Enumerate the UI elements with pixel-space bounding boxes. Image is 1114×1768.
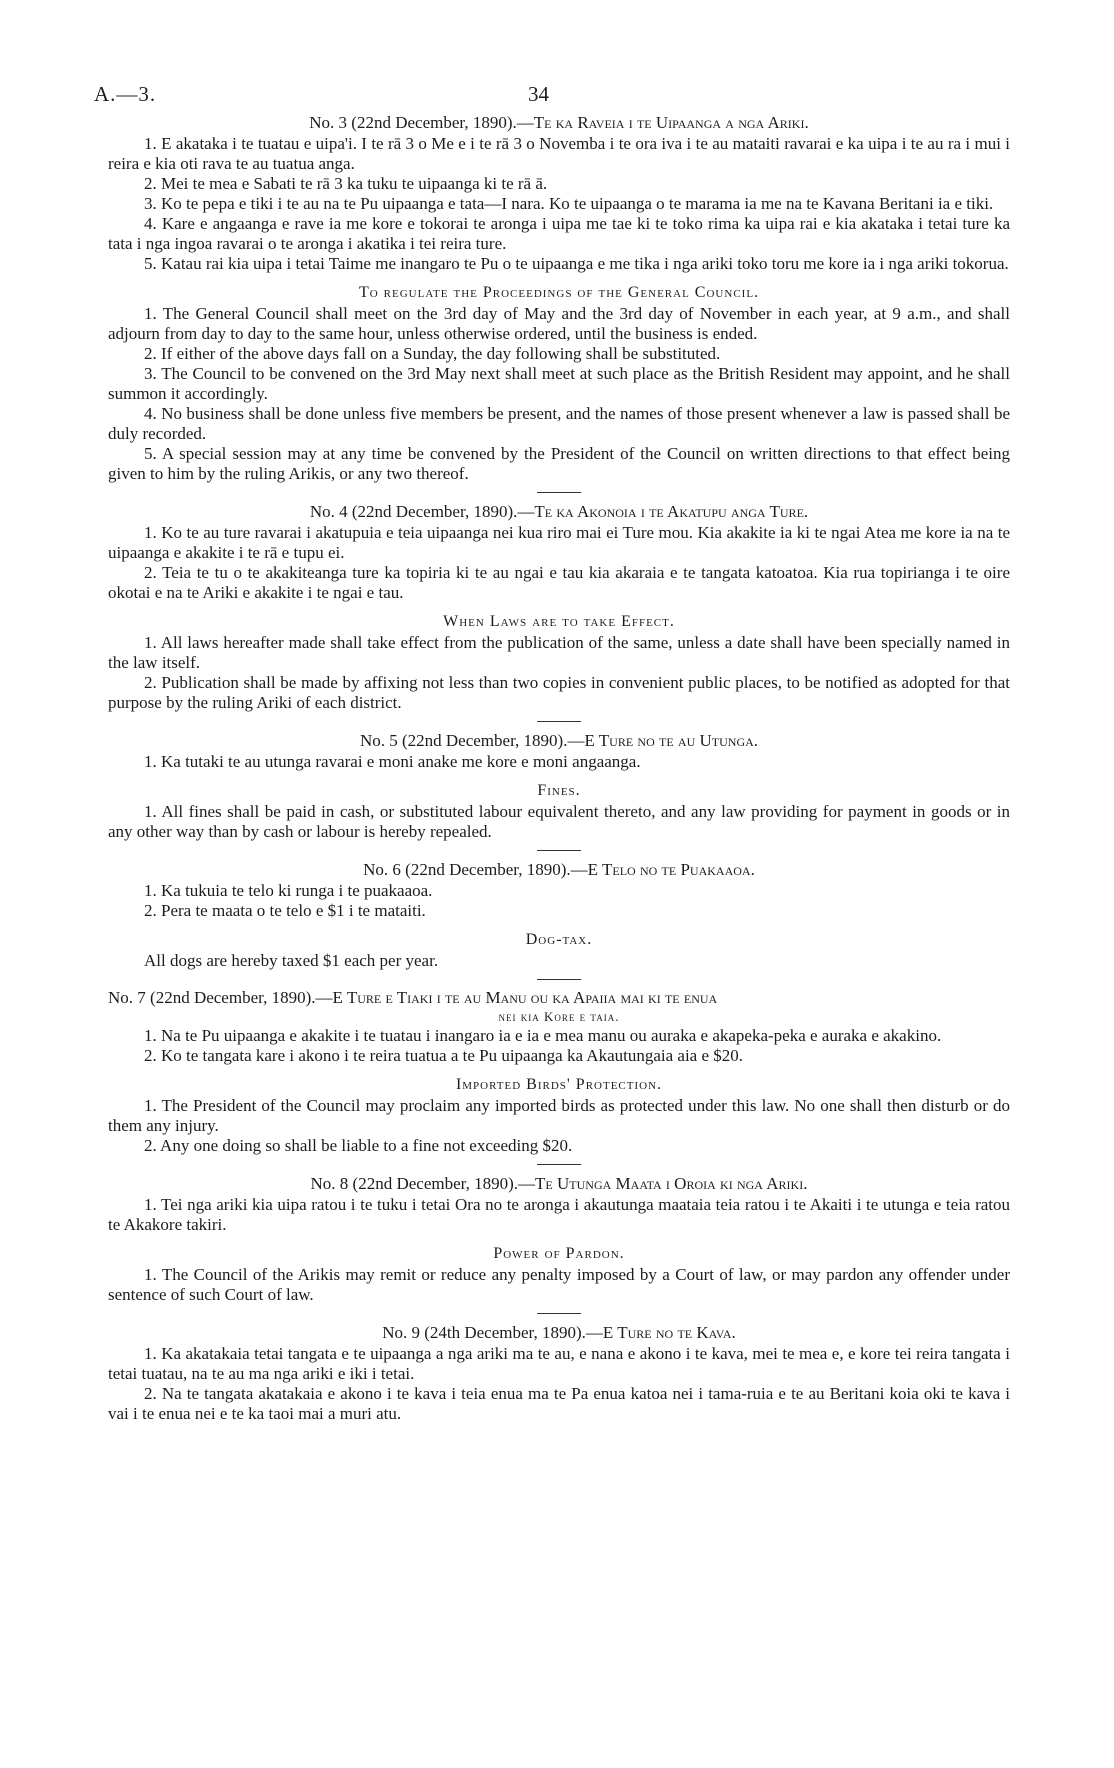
maori-paragraph: 1. Na te Pu uipaanga e akakite i te tuatau i inangaro ia e ia e mea manu ou auraka e akapeka-peka e auraka e akakino. <box>144 1026 942 1045</box>
document-page <box>94 72 1010 1424</box>
section-title-no9: No. 9 (24th December, 1890).—E Ture no te Kava. <box>382 1323 736 1342</box>
maori-paragraph: 1. Ka tutaki te au utunga ravarai e moni anake me kore e moni angaanga. <box>144 752 641 771</box>
section-title-no4: No. 4 (22nd December, 1890).—Te ka Akonoia i te Akatupu anga Ture. <box>309 502 809 521</box>
maori-paragraph: 2. Na te tangata akatakaia e akono i te kava i teia enua ma te Pa enua katoa nei i tama-ruia e te au Beritani koia oki te kava i vai i te enua nei e te ka taoi mai a muri atu. <box>108 1384 1010 1423</box>
english-paragraph: 1. The President of the Council may proclaim any imported birds as protected under this law. No one shall then disturb or do them any injury. <box>108 1096 1010 1135</box>
maori-paragraph: 4. Kare e angaanga e rave ia me kore e tokorai te aronga i uipa me tae ki te toko rima ka uipa rai e kia akataka i tetai ture ka tata i nga ingoa ravarai o te aronga i akatika i tei reira ture. <box>108 214 1010 253</box>
english-paragraph: 1. The General Council shall meet on the 3rd day of May and the 3rd day of November in each year, at 9 a.m., and shall adjourn from day to day to the same hour, unless otherwise ordered, until the business is ended. <box>108 304 1010 343</box>
maori-paragraph: 2. Ko te tangata kare i akono i te reira tuatua a te Pu uipaanga ka Akautungaia aia e $20. <box>144 1046 744 1065</box>
english-heading-no4: When Laws are to take Effect. <box>443 613 675 630</box>
maori-paragraph: 5. Katau rai kia uipa i tetai Taime me inangaro te Pu o te uipaanga e me tika i nga ariki toko toru me kore ia i nga ariki tokorua. <box>144 254 1009 273</box>
document-reference: A.—3. <box>94 82 157 106</box>
english-paragraph: 2. Any one doing so shall be liable to a fine not exceeding $20. <box>144 1136 573 1155</box>
maori-paragraph: 1. Ka tukuia te telo ki runga i te puakaaoa. <box>144 881 433 900</box>
maori-paragraph: 2. Mei te mea e Sabati te rā 3 ka tuku te uipaanga ki te rā ā. <box>144 174 548 193</box>
section-title-no3: No. 3 (22nd December, 1890).—Te ka Raveia i te Uipaanga a nga Ariki. <box>309 113 809 132</box>
maori-paragraph: 2. Pera te maata o te telo e $1 i te mataiti. <box>144 901 426 920</box>
section-title-no5: No. 5 (22nd December, 1890).—E Ture no te au Utunga. <box>359 731 759 750</box>
english-heading-no7: Imported Birds' Protection. <box>455 1076 663 1093</box>
maori-paragraph: 1. Tei nga ariki kia uipa ratou i te tuku i tetai Ora no te aronga i akautunga maataia teia ratou i te Akaiti i te utunga e teia ratou te Akakore takiri. <box>108 1195 1010 1234</box>
english-heading-no8: Power of Pardon. <box>493 1245 625 1262</box>
english-paragraph: All dogs are hereby taxed $1 each per year. <box>144 951 439 970</box>
section-divider <box>537 492 581 493</box>
maori-paragraph: 3. Ko te pepa e tiki i te au na te Pu uipaanga e tata—I nara. Ko te uipaanga o te marama ia me na te Kavana Beritani ia e tiki. <box>144 194 994 213</box>
maori-paragraph: 2. Teia te tu o te akakiteanga ture ka topiria ki te au ngai e tau kia akaraia e te tangata katoatoa. Kia rua topirianga i te oire okotai e na te Ariki e akakite i te ngai e tau. <box>108 563 1010 602</box>
english-paragraph: 5. A special session may at any time be convened by the President of the Council on written directions to that effect being given to him by the ruling Arikis, or any two thereof. <box>108 444 1010 483</box>
section-title-no8: No. 8 (22nd December, 1890).—Te Utunga Maata i Oroia ki nga Ariki. <box>310 1174 808 1193</box>
section-divider <box>537 1313 581 1314</box>
maori-paragraph: 1. Ka akatakaia tetai tangata e te uipaanga a nga ariki ma te au, e nana e akono i te kava, mei te mea e, e kore tei reira tangata i tetai tuatau, na te au ma nga ariki e iki i tetai. <box>108 1344 1010 1383</box>
english-heading-no3: To regulate the Proceedings of the General Council. <box>358 284 760 301</box>
english-paragraph: 1. All laws hereafter made shall take effect from the publication of the same, unless a date shall have been specially named in the law itself. <box>108 633 1010 672</box>
english-paragraph: 3. The Council to be convened on the 3rd May next shall meet at such place as the British Resident may appoint, and he shall summon it accordingly. <box>108 364 1010 403</box>
section-divider <box>537 850 581 851</box>
english-paragraph: 2. Publication shall be made by affixing not less than two copies in convenient public places, to be notified as adopted for that purpose by the ruling Ariki of each district. <box>108 673 1010 712</box>
section-divider <box>537 721 581 722</box>
english-heading-no6: Dog-tax. <box>525 931 593 948</box>
english-paragraph: 1. The Council of the Arikis may remit or reduce any penalty imposed by a Court of law, or may pardon any offender under sentence of such Court of law. <box>108 1265 1010 1304</box>
maori-paragraph: 1. Ko te au ture ravarai i akatupuia e teia uipaanga nei kua riro mai ei Ture mou. Kia akakite ia ki te ngai Atea me kore ia na te uipaanga e akakite i te rā e tupu ei. <box>108 523 1010 562</box>
english-paragraph: 2. If either of the above days fall on a Sunday, the day following shall be substituted. <box>144 344 721 363</box>
section-divider <box>537 979 581 980</box>
english-paragraph: 4. No business shall be done unless five members be present, and the names of those present whenever a law is passed shall be duly recorded. <box>108 404 1010 443</box>
english-heading-no5: Fines. <box>537 782 581 799</box>
maori-paragraph: 1. E akataka i te tuatau e uipa'i. I te rā 3 o Me e i te rā 3 o Novemba i te ora iva i te au mataiti ravarai e ka uipa i te au ra i mui i reira e kia oti rava te au tuatua anga. <box>108 134 1010 173</box>
page-header <box>94 72 1010 112</box>
english-paragraph: 1. All fines shall be paid in cash, or substituted labour equivalent thereto, and any law providing for payment in goods or in any other way than by cash or labour is hereby repealed. <box>108 802 1010 841</box>
section-title-no6: No. 6 (22nd December, 1890).—E Telo no te Puakaaoa. <box>363 860 755 879</box>
section-divider <box>537 1164 581 1165</box>
section-title-no7-continued: nei kia Kore e taia. <box>498 1009 620 1024</box>
section-title-no7: No. 7 (22nd December, 1890).—E Ture e Tiaki i te au Manu ou ka Apaiia mai ki te enua <box>108 988 718 1007</box>
page-number: 34 <box>528 82 549 106</box>
